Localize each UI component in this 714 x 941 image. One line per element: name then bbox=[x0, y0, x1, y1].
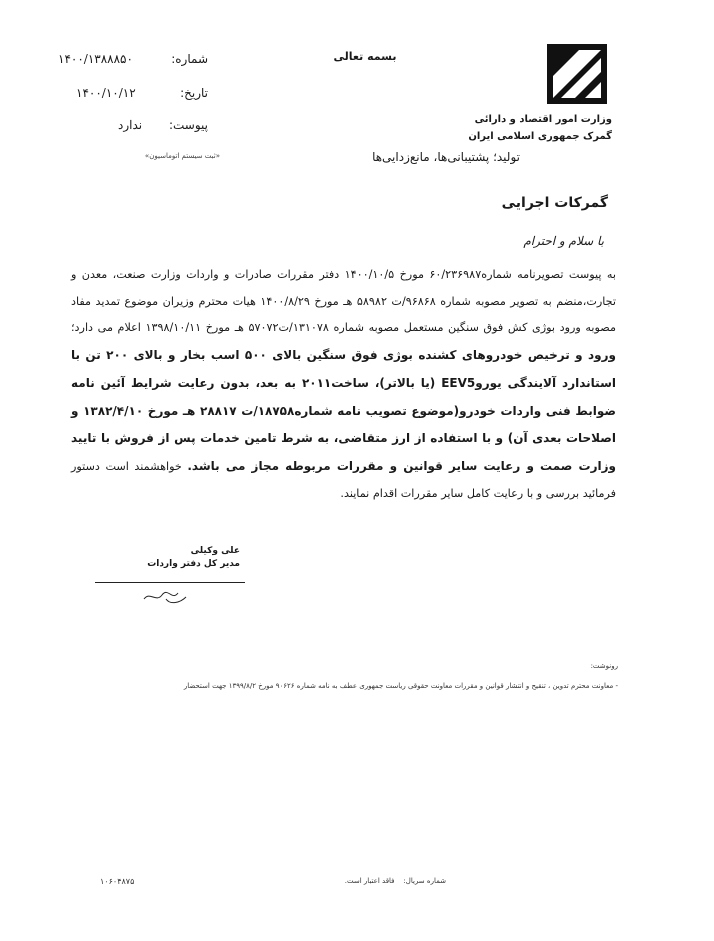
handwritten-signature bbox=[140, 585, 190, 607]
footer-validity-note: فاقد اعتبار است. bbox=[344, 877, 395, 885]
system-note: «ثبت سیستم اتوماسیون» bbox=[144, 152, 220, 160]
letter-meta bbox=[58, 52, 208, 142]
date-value: ۱۴۰۰/۱۰/۱۲ bbox=[76, 86, 136, 100]
footer-serial-number: ۱۰۶۰۴۸۷۵ bbox=[100, 877, 135, 886]
body-paragraph-2: ورود و ترخیص خودروهای کشنده بوژی فوق سنگین بالای ۵۰۰ اسب بخار و بالای ۲۰۰ تن با استاندارد آلایندگی یوروEEV5 (یا بالاتر)، ساخت۲۰۱۱ به بعد، بدون رعایت شرایط آئین نامه ضوابط فنی واردات خودرو(موضوع تصویب نامه شماره۱۸۷۵۸/ت ۲۸۸۱۷ هـ مورخ ۱۳۸۲/۴/۱۰ و اصلاحات بعدی آن) و با استفاده از ارز متقاضی، به شرط تامین خدمات پس از فروش با تایید وزارت صمت و رعایت سایر قوانین و مقررات مربوطه مجاز می باشد. bbox=[71, 348, 617, 473]
ministry-line-2: گمرک جمهوری اسلامی ایران bbox=[468, 131, 612, 142]
number-label: شماره: bbox=[171, 52, 208, 66]
signer-name: علی وکیلی bbox=[190, 546, 240, 556]
body-paragraph-1: به پیوست تصویرنامه شماره۶۰/۲۳۶۹۸۷ مورخ ۱۴۰۰/۱۰/۵ دفتر مقررات صادرات و واردات وزارت صنعت، معدن و تجارت،منضم به تصویر مصوبه شماره ۹۶۸۶۸/ت ۵۸۹۸۲ هـ مورخ ۱۴۰۰/۸/۲۹ هیات محترم وزیران موضوع تمدید مفاد مصوبه ورود بوژی کش فوق سنگین مستعمل مصوبه شماره ۱۳۱۰۷۸/ت۵۷۰۷۲ هـ مورخ ۱۳۹۸/۱۰/۱۱ اعلام می دارد؛ bbox=[71, 268, 617, 335]
cc-heading: رونوشت: bbox=[590, 662, 618, 670]
bismillah-heading: بسمه تعالی bbox=[333, 50, 397, 63]
footer-note bbox=[146, 877, 446, 885]
salutation: با سلام و احترام bbox=[523, 234, 604, 248]
customs-logo bbox=[545, 42, 609, 106]
cc-item: - معاونت محترم تدوین ، تنقیح و انتشار قوانین و مقررات معاونت حقوقی ریاست جمهوری عطف به نامه شماره ۹۰۶۲۶ مورخ ۱۳۹۹/۸/۲ جهت استحضار bbox=[183, 682, 618, 690]
date-label: تاریخ: bbox=[180, 86, 208, 100]
footer-serial-label: شماره سریال: bbox=[403, 877, 446, 885]
body-paragraph-3: خواهشمند است دستور فرمائید بررسی و با رعایت کامل سایر مقررات اقدام نمایند. bbox=[71, 459, 616, 500]
tags-line: تولید؛ پشتیبانی‌ها، مانع‌زدایی‌ها bbox=[372, 150, 520, 164]
letter-body bbox=[71, 262, 616, 507]
number-value: ۱۴۰۰/۱۳۸۸۸۵۰ bbox=[58, 52, 133, 66]
ministry-heading bbox=[392, 111, 612, 145]
recipient: گمرکات اجرایی bbox=[501, 195, 608, 211]
signature-block bbox=[120, 545, 240, 571]
attachment-value: ندارد bbox=[118, 118, 143, 132]
signer-title: مدیر کل دفتر واردات bbox=[147, 559, 240, 569]
attachment-label: پیوست: bbox=[168, 118, 208, 132]
signature-line bbox=[95, 582, 245, 583]
ministry-line-1: وزارت امور اقتصاد و دارائی bbox=[474, 114, 612, 125]
